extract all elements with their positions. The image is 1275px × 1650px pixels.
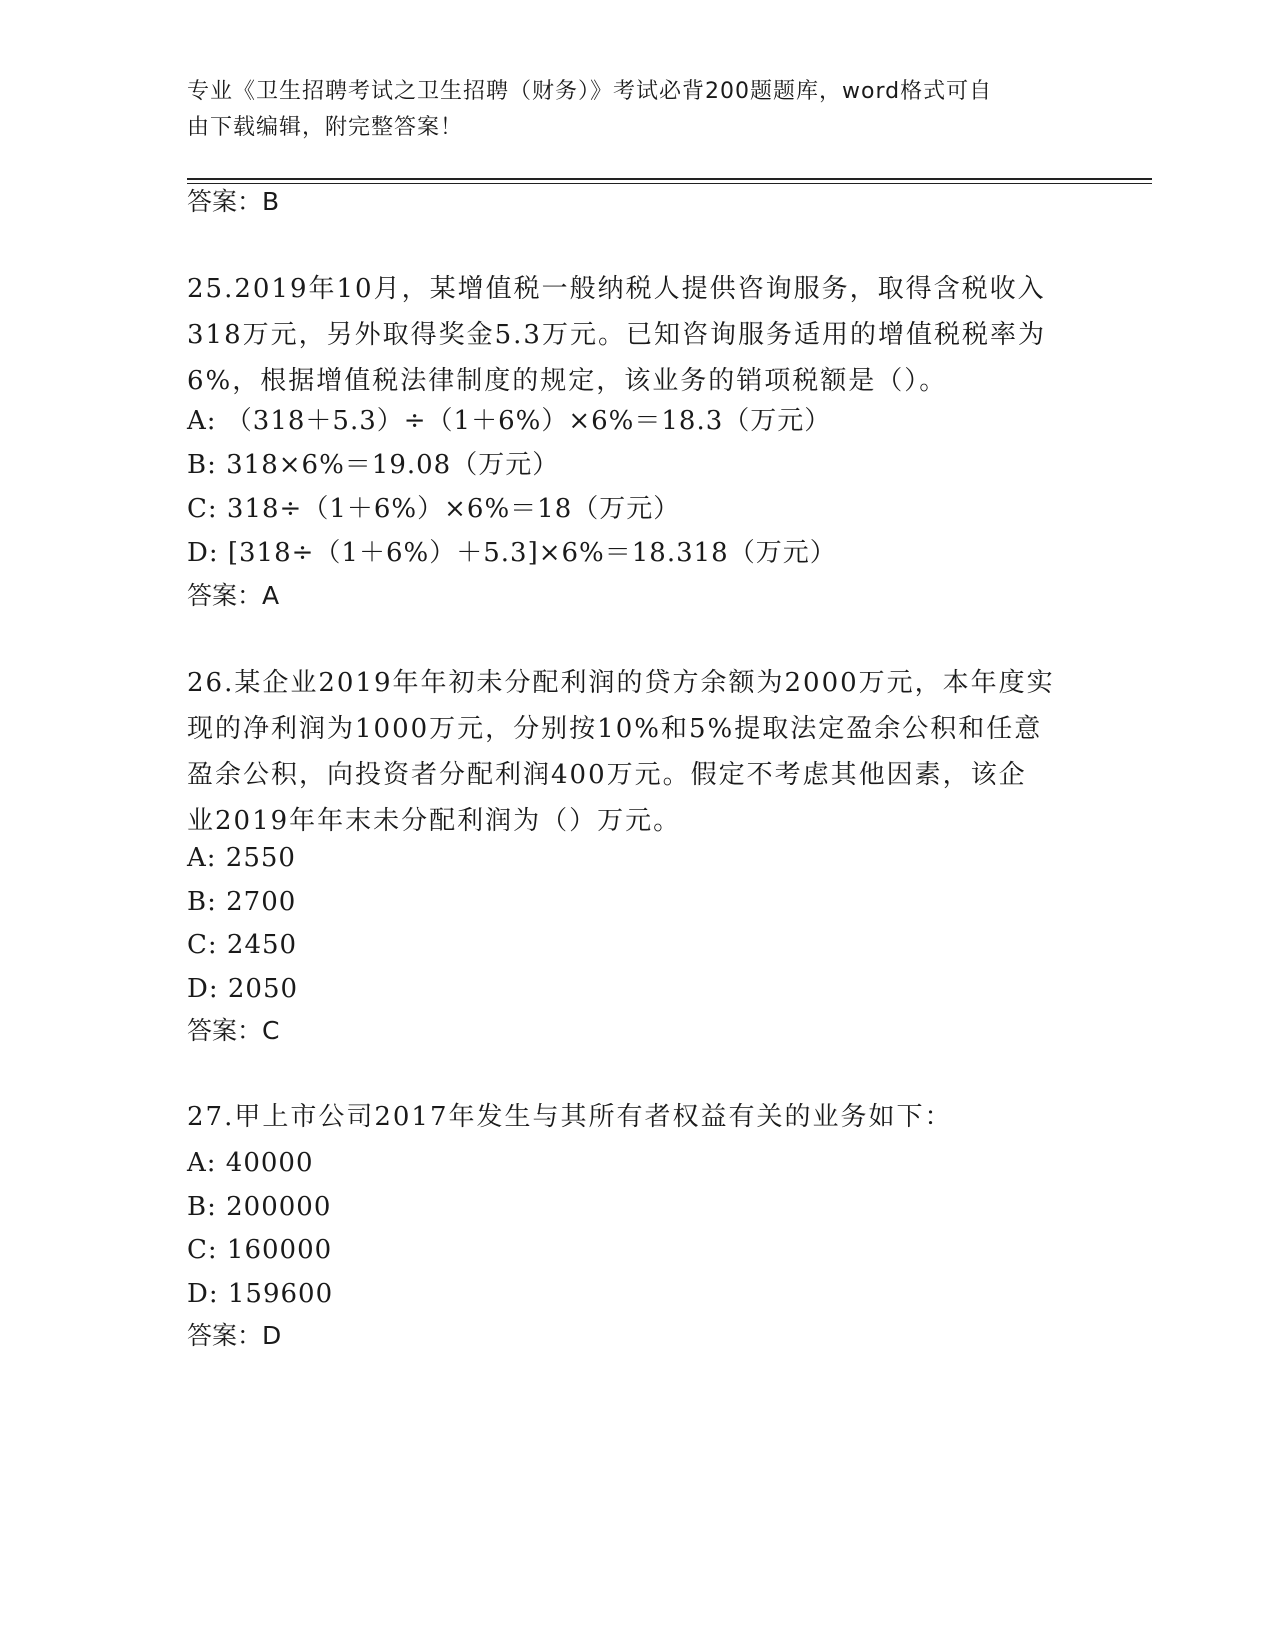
question-26-line-2: 现的净利润为1000万元，分别按10%和5%提取法定盈余公积和任意 bbox=[187, 714, 1043, 744]
question-25-text bbox=[187, 266, 1087, 404]
header-line-2: 由下载编辑，附完整答案！ bbox=[187, 115, 464, 140]
question-25-line-3: 6%，根据增值税法律制度的规定，该业务的销项税额是（）。 bbox=[187, 366, 948, 396]
document-header bbox=[187, 74, 1087, 146]
question-26-option-d: D: 2050 bbox=[187, 974, 299, 1004]
question-25-option-c: C: 318÷（1＋6%）×6%＝18（万元） bbox=[187, 494, 681, 524]
question-27-option-b: B: 200000 bbox=[187, 1192, 332, 1222]
question-26-option-c: C: 2450 bbox=[187, 930, 298, 960]
question-26-answer: 答案：C bbox=[187, 1016, 280, 1045]
previous-answer: 答案：B bbox=[187, 187, 280, 216]
question-25-option-d: D: [318÷（1＋6%）＋5.3]×6%＝18.318（万元） bbox=[187, 538, 837, 568]
question-25-line-2: 318万元，另外取得奖金5.3万元。已知咨询服务适用的增值税税率为 bbox=[187, 320, 1046, 350]
question-27-option-c: C: 160000 bbox=[187, 1235, 333, 1265]
question-27-option-a: A: 40000 bbox=[187, 1148, 314, 1178]
question-26-line-1: 26.某企业2019年年初未分配利润的贷方余额为2000万元，本年度实 bbox=[187, 668, 1055, 698]
question-26-line-3: 盈余公积，向投资者分配利润400万元。假定不考虑其他因素，该企 bbox=[187, 760, 1027, 790]
question-25-line-1: 25.2019年10月，某增值税一般纳税人提供咨询服务，取得含税收入 bbox=[187, 274, 1046, 304]
question-25-option-a: A: （318＋5.3）÷（1＋6%）×6%＝18.3（万元） bbox=[187, 406, 832, 436]
question-26-line-4: 业2019年年末未分配利润为（）万元。 bbox=[187, 806, 682, 836]
question-27-line-1: 27.甲上市公司2017年发生与其所有者权益有关的业务如下： bbox=[187, 1102, 953, 1132]
header-rule-thick bbox=[187, 178, 1152, 180]
question-25-answer: 答案：A bbox=[187, 581, 280, 610]
header-line-1: 专业《卫生招聘考试之卫生招聘（财务）》考试必背200题题库，word格式可自 bbox=[187, 79, 993, 104]
question-26-option-b: B: 2700 bbox=[187, 887, 297, 917]
question-26-text bbox=[187, 660, 1087, 844]
question-26-option-a: A: 2550 bbox=[187, 843, 296, 873]
question-27-option-d: D: 159600 bbox=[187, 1279, 334, 1309]
header-rule-thin bbox=[187, 183, 1152, 184]
question-27-answer: 答案：D bbox=[187, 1321, 282, 1350]
question-27-text bbox=[187, 1094, 1087, 1140]
question-25-option-b: B: 318×6%＝19.08（万元） bbox=[187, 450, 560, 480]
